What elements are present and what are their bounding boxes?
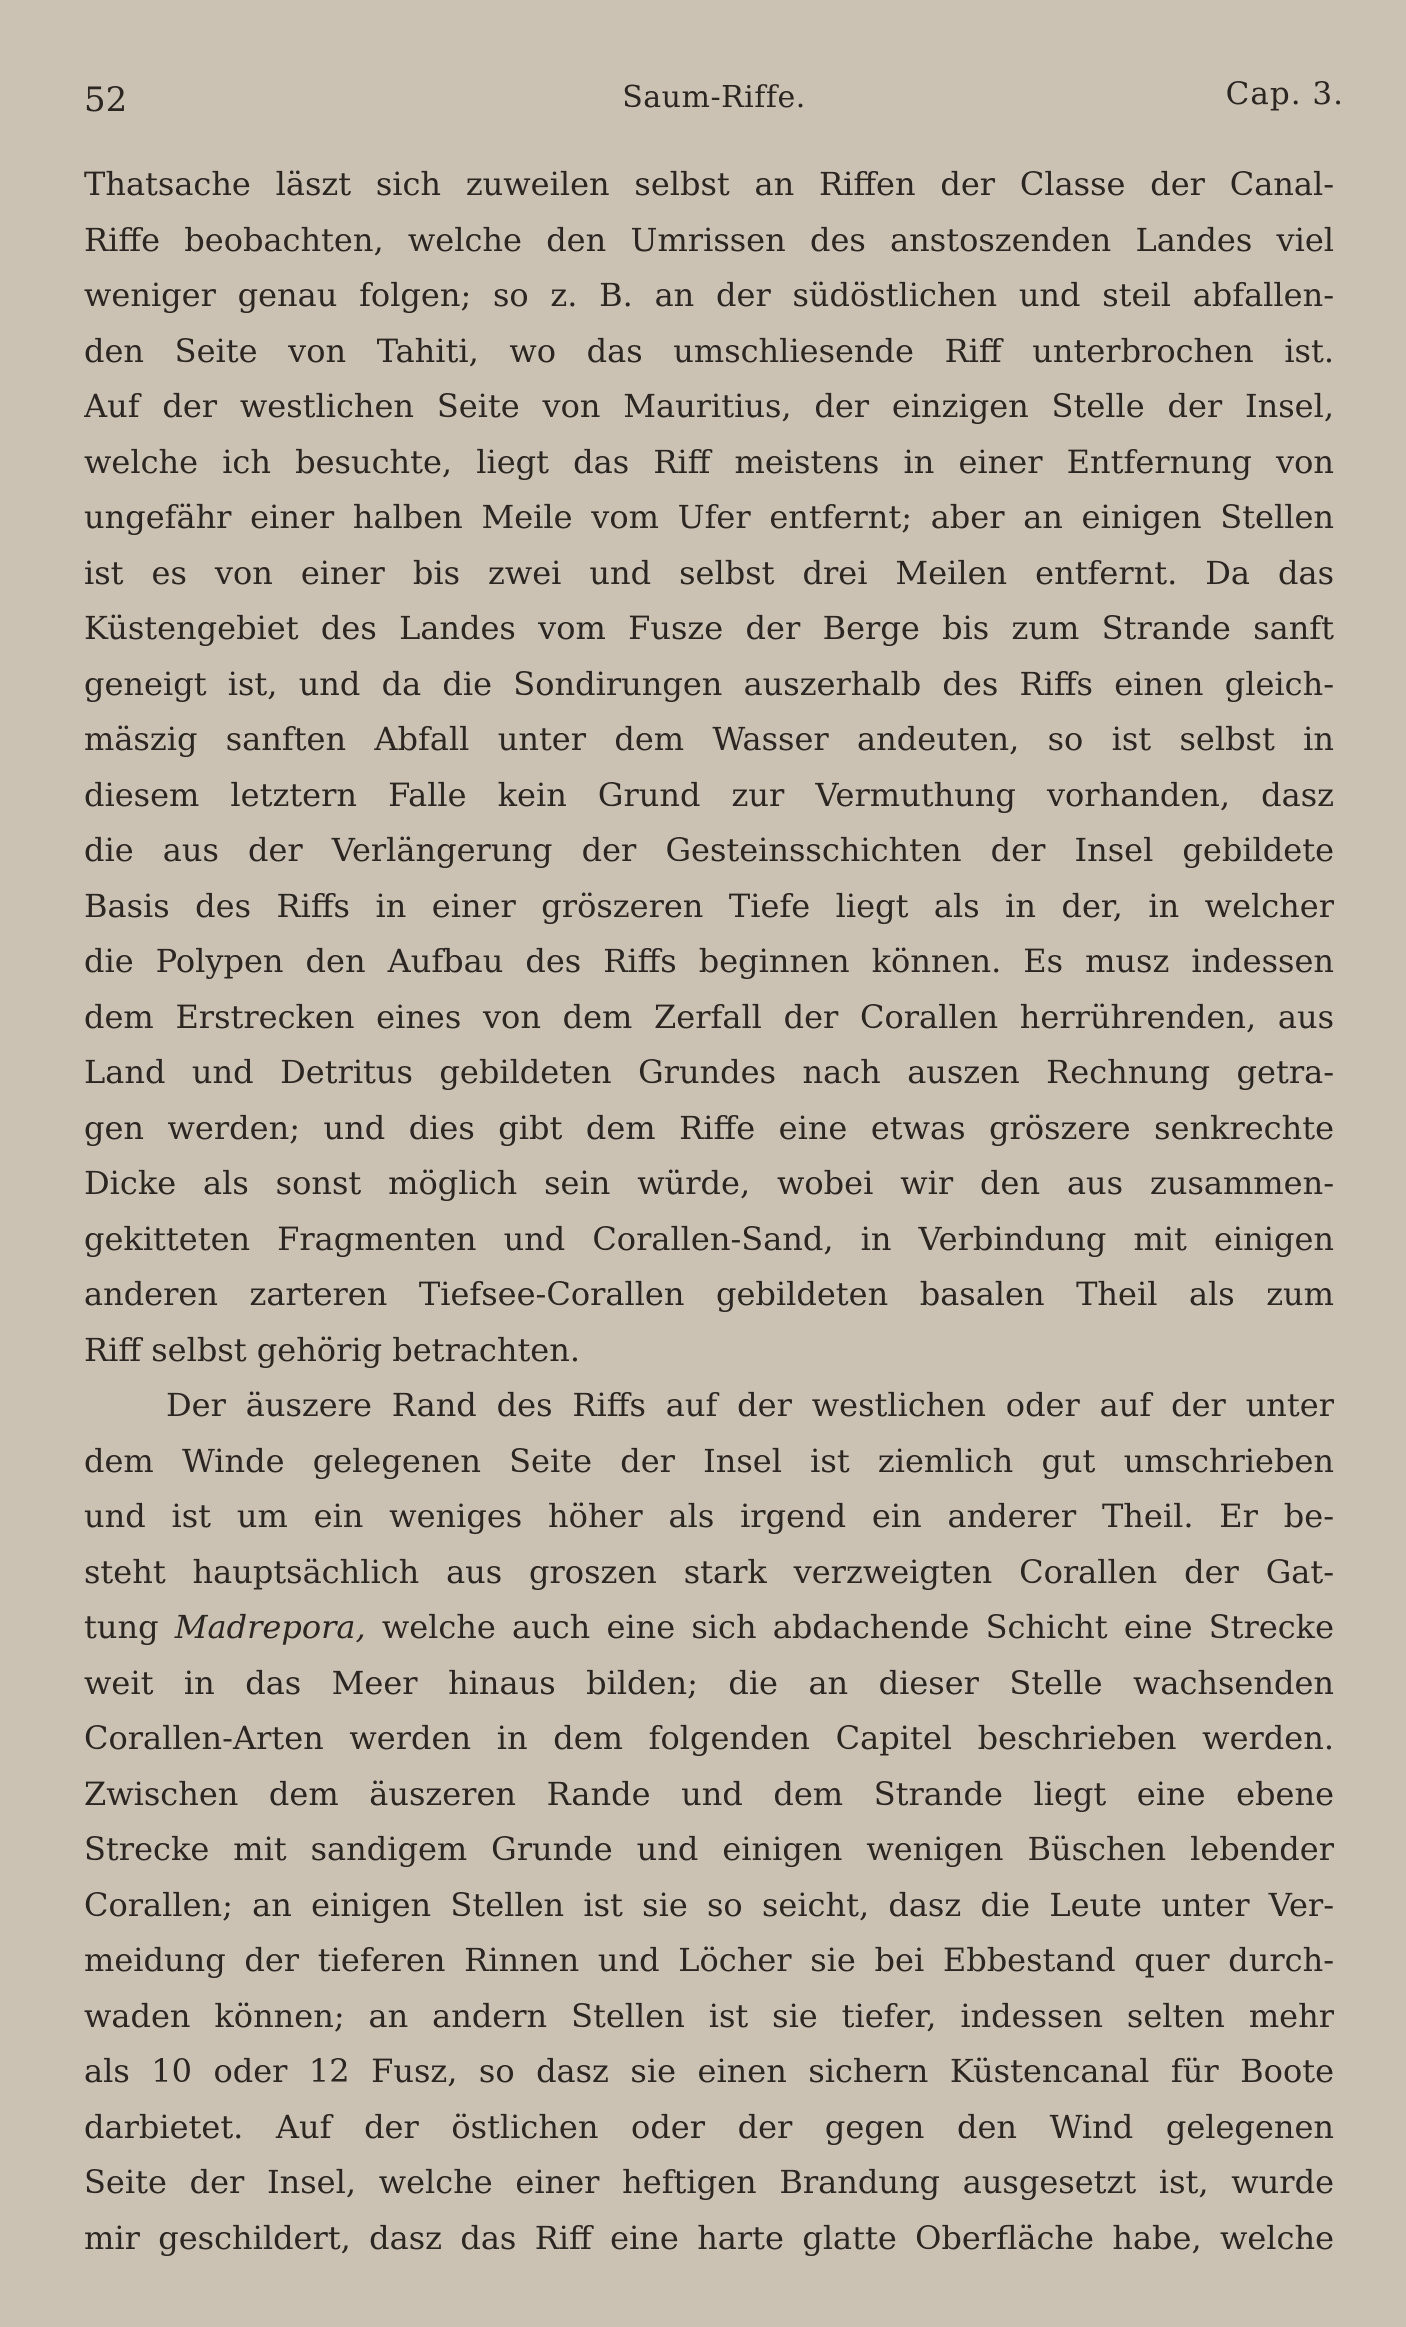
text-line: Der äuszere Rand des Riffs auf der westlichen oder auf der unter — [166, 1386, 1334, 1424]
text-line: mäszig sanften Abfall unter dem Wasser andeuten, so ist selbst in — [84, 720, 1334, 758]
text-line: diesem letztern Falle kein Grund zur Vermuthung vorhanden, dasz — [84, 775, 1334, 814]
text-line: ist es von einer bis zwei und selbst drei Meilen entfernt. Da das — [84, 553, 1334, 592]
body-text — [84, 157, 1334, 2266]
text-line: anderen zarteren Tiefsee-Corallen gebildeten basalen Theil als zum — [84, 1275, 1334, 1313]
text-line: Riffe beobachten, welche den Umrissen des anstoszenden Landes viel — [84, 220, 1334, 259]
text-line: Riff selbst gehörig betrachten. — [84, 1330, 581, 1369]
text-line: gekitteten Fragmenten und Corallen-Sand, in Verbindung mit einigen — [84, 1219, 1334, 1258]
text-line: Strecke mit sandigem Grunde und einigen wenigen Büschen lebender — [84, 1830, 1334, 1868]
text-segment: tung — [84, 1608, 175, 1646]
text-line: ungefähr einer halben Meile vom Ufer entfernt; aber an einigen Stellen — [84, 498, 1334, 536]
text-line: Corallen-Arten werden in dem folgenden Capitel beschrieben werden. — [84, 1719, 1334, 1757]
text-line: steht hauptsächlich aus groszen stark verzweigten Corallen der Gat- — [84, 1552, 1334, 1591]
text-line: welche ich besuchte, liegt das Riff meistens in einer Entfernung von — [84, 442, 1334, 481]
page-number: 52 — [84, 80, 128, 120]
text-segment: welche auch eine sich abdachende Schicht eine Strecke — [365, 1608, 1334, 1646]
text-line: Dicke als sonst möglich sein würde, wobei wir den aus zusammen- — [84, 1164, 1334, 1202]
text-line: Thatsache läszt sich zuweilen selbst an Riffen der Classe der Canal- — [84, 165, 1334, 203]
page-header — [84, 74, 1344, 134]
text-line: darbietet. Auf der östlichen oder der gegen den Wind gelegenen — [84, 2107, 1334, 2146]
text-line: waden können; an andern Stellen ist sie tiefer, indessen selten mehr — [84, 1996, 1334, 2035]
text-line: Seite der Insel, welche einer heftigen Brandung ausgesetzt ist, wurde — [84, 2163, 1334, 2201]
text-line: dem Erstrecken eines von dem Zerfall der Corallen herrührenden, aus — [84, 997, 1334, 1036]
running-title: Saum-Riffe. — [622, 80, 806, 115]
text-line: meidung der tieferen Rinnen und Löcher sie bei Ebbestand quer durch- — [84, 1941, 1334, 1979]
text-line: Küstengebiet des Landes vom Fusze der Berge bis zum Strande sanft — [84, 609, 1334, 647]
text-line — [84, 1600, 1334, 1656]
paragraph-2 — [84, 1378, 1334, 2266]
text-line: die Polypen den Aufbau des Riffs beginnen können. Es musz indessen — [84, 942, 1334, 980]
text-line: Zwischen dem äuszeren Rande und dem Strande liegt eine ebene — [84, 1774, 1334, 1813]
text-line: Corallen; an einigen Stellen ist sie so seicht, dasz die Leute unter Ver- — [84, 1885, 1334, 1924]
genus-name: Madrepora, — [174, 1608, 366, 1646]
text-line: als 10 oder 12 Fusz, so dasz sie einen sichern Küstencanal für Boote — [84, 2052, 1334, 2090]
text-line: dem Winde gelegenen Seite der Insel ist ziemlich gut umschrieben — [84, 1441, 1334, 1480]
text-line: Auf der westlichen Seite von Mauritius, der einzigen Stelle der Insel, — [84, 387, 1334, 425]
text-line: weit in das Meer hinaus bilden; die an dieser Stelle wachsenden — [84, 1663, 1334, 1702]
chapter-label: Cap. 3. — [1225, 76, 1344, 112]
text-line: mir geschildert, dasz das Riff eine harte glatte Oberfläche habe, welche — [84, 2218, 1334, 2257]
text-line: den Seite von Tahiti, wo das umschliesende Riff unterbrochen ist. — [84, 331, 1334, 370]
text-line: geneigt ist, und da die Sondirungen auszerhalb des Riffs einen gleich- — [84, 664, 1334, 703]
text-line: die aus der Verlängerung der Gesteinsschichten der Insel gebildete — [84, 831, 1334, 869]
text-line: Basis des Riffs in einer gröszeren Tiefe liegt als in der, in welcher — [84, 886, 1334, 925]
text-line: Land und Detritus gebildeten Grundes nach auszen Rechnung getra- — [84, 1053, 1334, 1091]
text-line: weniger genau folgen; so z. B. an der südöstlichen und steil abfallen- — [84, 276, 1334, 314]
text-line: gen werden; und dies gibt dem Riffe eine etwas gröszere senkrechte — [84, 1108, 1334, 1147]
paragraph-1 — [84, 157, 1334, 1378]
text-line: und ist um ein weniges höher als irgend ein anderer Theil. Er be- — [84, 1497, 1334, 1535]
